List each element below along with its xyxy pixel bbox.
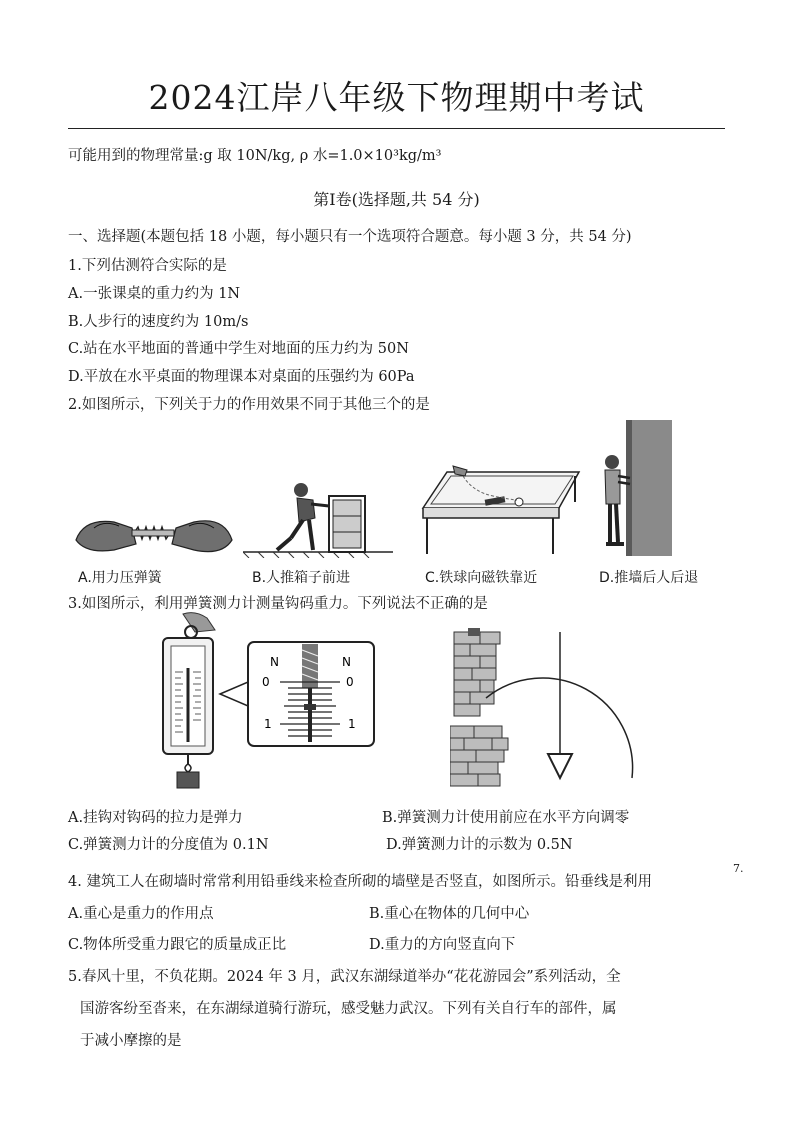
q3-stem: 3.如图所示，利用弹簧测力计测量钩码重力。下列说法不正确的是 <box>68 596 488 612</box>
figure-scale-magnified <box>218 638 378 750</box>
q5-line-3: 于减小摩擦的是 <box>80 1033 182 1049</box>
q1-option-c: C.站在水平地面的普通中学生对地面的压力约为 50N <box>68 341 409 357</box>
q2-caption-b: B.人推箱子前进 <box>252 570 351 586</box>
side-question-mark: 7. <box>733 862 744 875</box>
scale-zero-right: 0 <box>346 675 354 689</box>
figure-push-box <box>243 470 393 558</box>
scale-one-left: 1 <box>264 717 272 731</box>
q2-stem: 2.如图所示，下列关于力的作用效果不同于其他三个的是 <box>68 397 430 413</box>
title-divider <box>68 128 725 129</box>
q4-stem: 4. 建筑工人在砌墙时常常利用铅垂线来检查所砌的墙壁是否竖直，如图所示。铅垂线是利用 <box>68 874 652 890</box>
figure-ball-magnet <box>413 462 583 558</box>
q1-stem: 1.下列估测符合实际的是 <box>68 258 227 274</box>
figure-push-wall <box>596 420 676 560</box>
q5-line-1: 5.春风十里，不负花期。2024 年 3 月，武汉东湖绿道举办“花花游园会”系列活动，全 <box>68 969 621 985</box>
q3-option-b: B.弹簧测力计使用前应在水平方向调零 <box>382 810 630 826</box>
scale-one-right: 1 <box>348 717 356 731</box>
scale-zero-left: 0 <box>262 675 270 689</box>
scale-unit-left: N <box>270 655 279 669</box>
scale-unit-right: N <box>342 655 351 669</box>
physical-constants: 可能用到的物理常量:g 取 10N/kg, ρ 水=1.0×10³kg/m³ <box>68 148 442 164</box>
q4-option-a: A.重心是重力的作用点 <box>68 906 214 922</box>
q2-caption-a: A.用力压弹簧 <box>78 570 162 586</box>
q4-option-d: D.重力的方向竖直向下 <box>369 937 516 953</box>
q1-option-d: D.平放在水平桌面的物理课本对桌面的压强约为 60Pa <box>68 369 415 385</box>
q3-option-c: C.弹簧测力计的分度值为 0.1N <box>68 837 269 853</box>
q4-option-c: C.物体所受重力跟它的质量成正比 <box>68 937 287 953</box>
q1-option-b: B.人步行的速度约为 10m/s <box>68 314 249 330</box>
q3-option-d: D.弹簧测力计的示数为 0.5N <box>386 837 573 853</box>
q2-caption-c: C.铁球向磁铁靠近 <box>425 570 538 586</box>
q1-option-a: A.一张课桌的重力约为 1N <box>68 286 241 302</box>
q4-option-b: B.重心在物体的几何中心 <box>369 906 530 922</box>
q5-line-2: 国游客纷至沓来，在东湖绿道骑行游玩，感受魅力武汉。下列有关自行车的部件，属 <box>80 1001 617 1017</box>
q3-option-a: A.挂钩对钩码的拉力是弹力 <box>68 810 243 826</box>
section-intro: 一、选择题(本题包括 18 小题，每小题只有一个选项符合题意。每小题 3 分，共 54 分) <box>68 229 632 245</box>
page-title: 2024江岸八年级下物理期中考试 <box>148 78 645 117</box>
q2-caption-d: D.推墙后人后退 <box>599 570 699 586</box>
figure-press-spring <box>74 500 234 560</box>
figure-plumb-line <box>450 628 635 800</box>
section-title: 第Ⅰ卷(选择题,共 54 分) <box>313 190 480 209</box>
